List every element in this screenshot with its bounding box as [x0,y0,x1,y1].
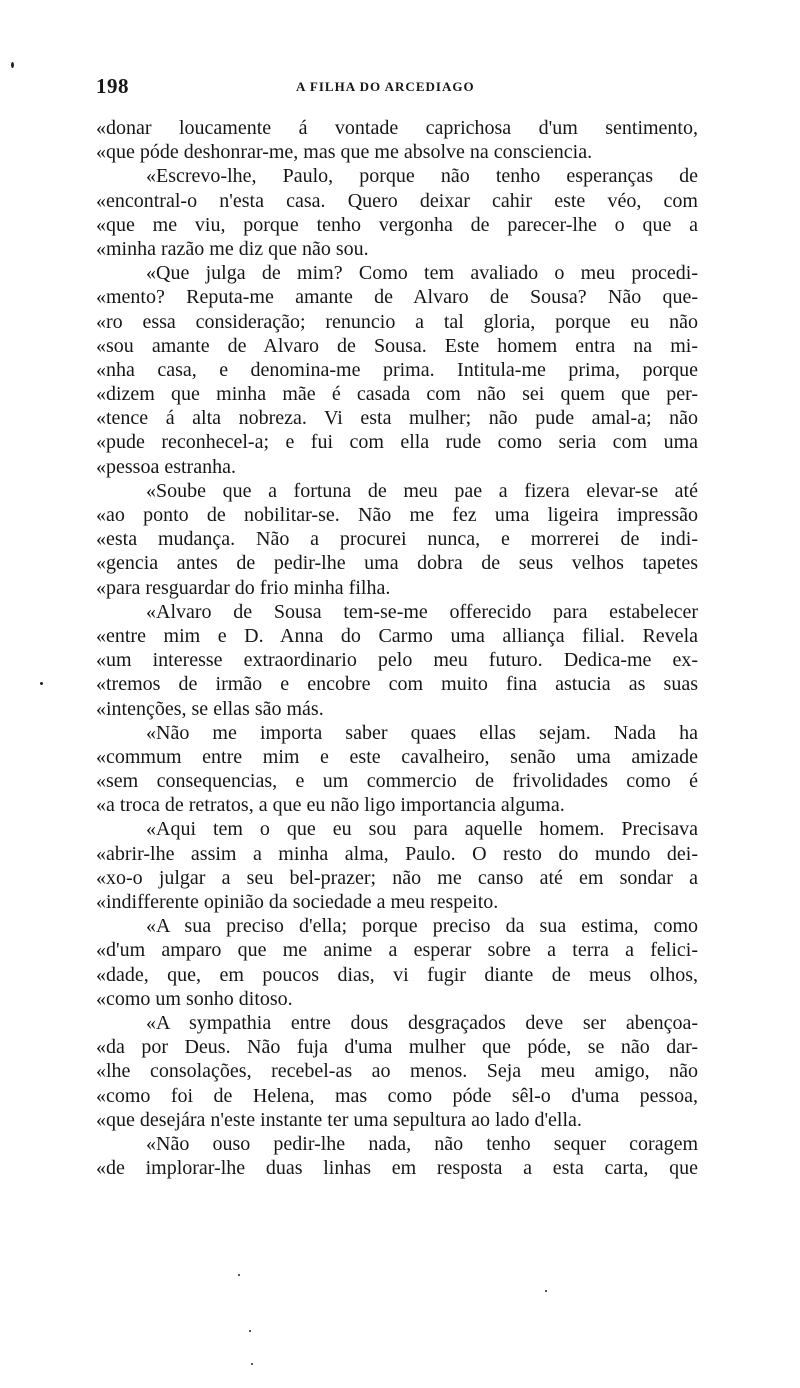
body-text [96,116,698,1180]
scan-speck [249,1330,251,1332]
text-line: «que póde deshonrar-me, mas que me absolve na consciencia. [96,141,593,164]
scan-speck [11,62,14,68]
text-line: «d'um amparo que me anime a esperar sobre a terra a felici- [96,939,698,962]
text-line: «sem consequencias, e um commercio de frivolidades como é [96,770,698,793]
text-line: «dizem que minha mãe é casada com não sei quem que per- [96,383,698,406]
text-line: «indifferente opinião da sociedade a meu respeito. [96,891,499,913]
text-line: «Não ouso pedir-lhe nada, não tenho sequer coragem [146,1132,698,1155]
text-line: «Que julga de mim? Como tem avaliado o meu procedi- [146,262,698,285]
text-line: «lhe consolações, recebel-as ao menos. Seja meu amigo, não [96,1060,698,1083]
running-title: A FILHA DO ARCEDIAGO [296,79,475,94]
text-line: «a troca de retratos, a que eu não ligo importancia alguma. [96,794,565,817]
text-line: «dade, que, em poucos dias, vi fugir diante de meus olhos, [96,963,698,986]
page-number: 198 [96,74,129,98]
page-header [96,74,696,102]
text-line: «como um sonho ditoso. [96,987,293,1010]
text-line: «entre mim e D. Anna do Carmo uma alliança filial. Revela [96,624,698,647]
text-line: «commum entre mim e este cavalheiro, senão uma amizade [96,745,698,768]
text-line: «intenções, se ellas são más. [96,697,324,720]
text-line: «como foi de Helena, mas como póde sêl-o d'uma pessoa, [96,1084,698,1107]
text-line: «Escrevo-lhe, Paulo, porque não tenho esperanças de [146,165,698,188]
text-line: «gencia antes de pedir-lhe uma dobra de seus velhos tapetes [96,552,698,575]
text-line: «pude reconhecel-a; e fui com ella rude como seria com uma [96,431,698,454]
text-line: «A sympathia entre dous desgraçados deve ser abençoa- [146,1011,698,1034]
text-line: «um interesse extraordinario pelo meu futuro. Dedica-me ex- [96,649,698,672]
text-line: «para resguardar do frio minha filha. [96,576,391,599]
text-line: «abrir-lhe assim a minha alma, Paulo. O resto do mundo dei- [96,842,698,865]
scan-speck [40,682,43,685]
text-line: «que desejára n'este instante ter uma sepultura ao lado d'ella. [96,1108,582,1131]
text-line: «tremos de irmão e encobre com muito fina astucia as suas [96,673,698,696]
text-line: «sou amante de Alvaro de Sousa. Este homem entra na mi- [96,334,698,357]
text-line: «nha casa, e denomina-me prima. Intitula-me prima, porque [96,358,698,381]
text-line: «mento? Reputa-me amante de Alvaro de Sousa? Não que- [96,286,698,309]
scan-speck [545,1290,547,1292]
text-line: «da por Deus. Não fuja d'uma mulher que póde, se não dar- [96,1036,698,1059]
text-line: «encontral-o n'esta casa. Quero deixar cahir este véo, com [96,189,698,212]
text-line: «de implorar-lhe duas linhas em resposta a esta carta, que [96,1157,698,1180]
text-line: «ro essa consideração; renuncio a tal gloria, porque eu não [96,310,698,333]
scan-speck [238,1274,240,1276]
text-line: «ao ponto de nobilitar-se. Não me fez uma ligeira impressão [96,504,698,526]
text-line: «pessoa estranha. [96,455,236,478]
text-line: «tence á alta nobreza. Vi esta mulher; não pude amal-a; não [96,407,698,430]
text-line: «minha razão me diz que não sou. [96,237,369,260]
text-line: «A sua preciso d'ella; porque preciso da sua estima, como [146,915,698,938]
text-line: «Não me importa saber quaes ellas sejam. Nada ha [146,721,698,744]
text-line: «Soube que a fortuna de meu pae a fizera elevar-se até [146,479,698,502]
text-line: «esta mudança. Não a procurei nunca, e morrerei de indi- [96,528,698,551]
text-line: «que me viu, porque tenho vergonha de parecer-lhe o que a [96,213,698,236]
text-line: «xo-o julgar a seu bel-prazer; não me canso até em sondar a [96,866,698,889]
scan-speck [251,1363,253,1365]
text-line: «Aqui tem o que eu sou para aquelle homem. Precisava [146,818,698,841]
text-line: «Alvaro de Sousa tem-se-me offerecido para estabelecer [146,600,698,623]
text-line: «donar loucamente á vontade caprichosa d'um sentimento, [96,117,698,139]
